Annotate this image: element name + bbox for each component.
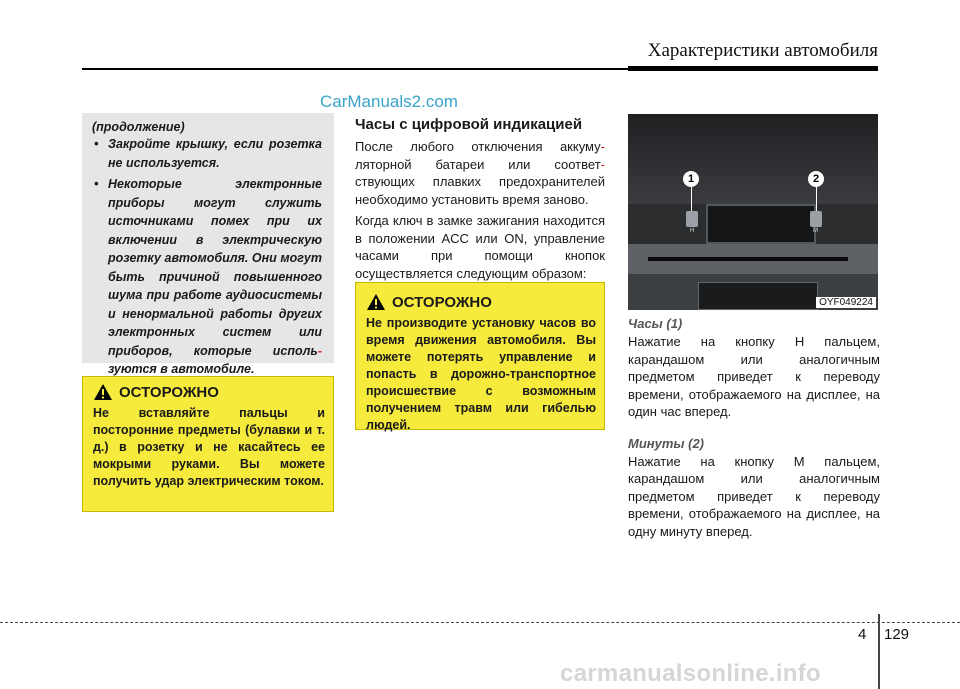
section-title: Часы с цифровой индикацией	[355, 116, 583, 133]
button-descriptions	[628, 315, 880, 554]
figure-code: OYF049224	[816, 297, 876, 308]
header-rule-thick	[628, 66, 878, 71]
clock-display	[706, 204, 816, 244]
note-item-text: Закройте крышку, если розетка не используется.	[108, 137, 322, 170]
intro-text-c: ствующих плавких предохранителей необходимо установить время заново.	[355, 174, 605, 207]
note-item	[92, 175, 322, 379]
watermark-bottom: carmanualsonline.info	[560, 660, 822, 687]
watermark-top: CarManuals2.com	[320, 92, 458, 111]
hours-text: Нажатие на кнопку H пальцем, карандашом или аналогичным предметом приведет к переводу времени, отображаемого на дисплее, на один час вперед.	[628, 334, 880, 419]
continued-note-box	[82, 113, 334, 376]
bullet: •	[94, 137, 99, 151]
hour-button-label: H	[690, 228, 695, 234]
note-item-text-cont: зуются в автомобиле.	[108, 362, 255, 376]
minute-button-label: M	[813, 228, 818, 234]
intro-paragraph-2: Когда ключ в замке зажигания находится в положении ACC или ON, управление часами при помощи кнопок осуществляется следующим образом:	[355, 213, 605, 281]
page-header-title: Характеристики автомобиля	[647, 40, 878, 61]
hour-button	[686, 211, 698, 227]
page-number: 129	[884, 626, 910, 643]
warning-box-driving	[355, 282, 605, 430]
chapter-number: 4	[858, 626, 867, 643]
warning-title: ОСТОРОЖНО	[392, 293, 492, 311]
cd-slot	[648, 257, 848, 261]
hyphen-mark: -	[317, 343, 322, 358]
warning-box-socket	[82, 376, 334, 512]
hyphen-mark: -	[600, 139, 605, 154]
note-item-text: Некоторые электронные приборы могут служить источниками помех при их включении в электрическую розетку автомобиля. Они могут быть причиной повышенного шума при работе аудиосистемы и ненормальной работы других электронных систем или приборов, которые исполь	[108, 177, 322, 358]
callout-1: 1	[683, 171, 699, 187]
note-heading: (продолжение)	[92, 120, 185, 134]
minutes-heading: Минуты (2)	[628, 435, 705, 451]
bullet: •	[94, 177, 99, 191]
callout-2: 2	[808, 171, 824, 187]
footer-divider	[878, 614, 880, 689]
minutes-text: Нажатие на кнопку M пальцем, карандашом или аналогичным предметом приведет к переводу времени, отображаемого на дисплее, на одну минуту вперед.	[628, 453, 880, 539]
intro-text-b: ляторной батареи или соответ	[355, 156, 601, 172]
warning-triangle-icon	[93, 383, 113, 401]
minute-button	[810, 211, 822, 227]
header-rule	[82, 68, 632, 70]
warning-title: ОСТОРОЖНО	[119, 383, 219, 401]
warning-text: Не вставляйте пальцы и посторонние предметы (булавки и т. д.) в розетку и не касайтесь ее мокрыми руками. Вы можете получить удар электрическим током.	[93, 406, 325, 488]
clock-intro	[355, 138, 605, 286]
warning-text: Не производите установку часов во время движения автомобиля. Вы можете потерять управление и попасть в дорожно-транспортное происшествие с возможным получением травм или гибелью людей.	[366, 316, 596, 432]
footer-dashed-line	[0, 622, 960, 623]
hyphen-mark: -	[600, 156, 605, 172]
warning-triangle-icon	[366, 293, 386, 311]
clock-buttons-photo	[628, 114, 878, 310]
hours-heading: Часы (1)	[628, 316, 683, 331]
intro-text-a: После любого отключения аккуму	[355, 139, 601, 154]
note-item	[92, 135, 322, 172]
